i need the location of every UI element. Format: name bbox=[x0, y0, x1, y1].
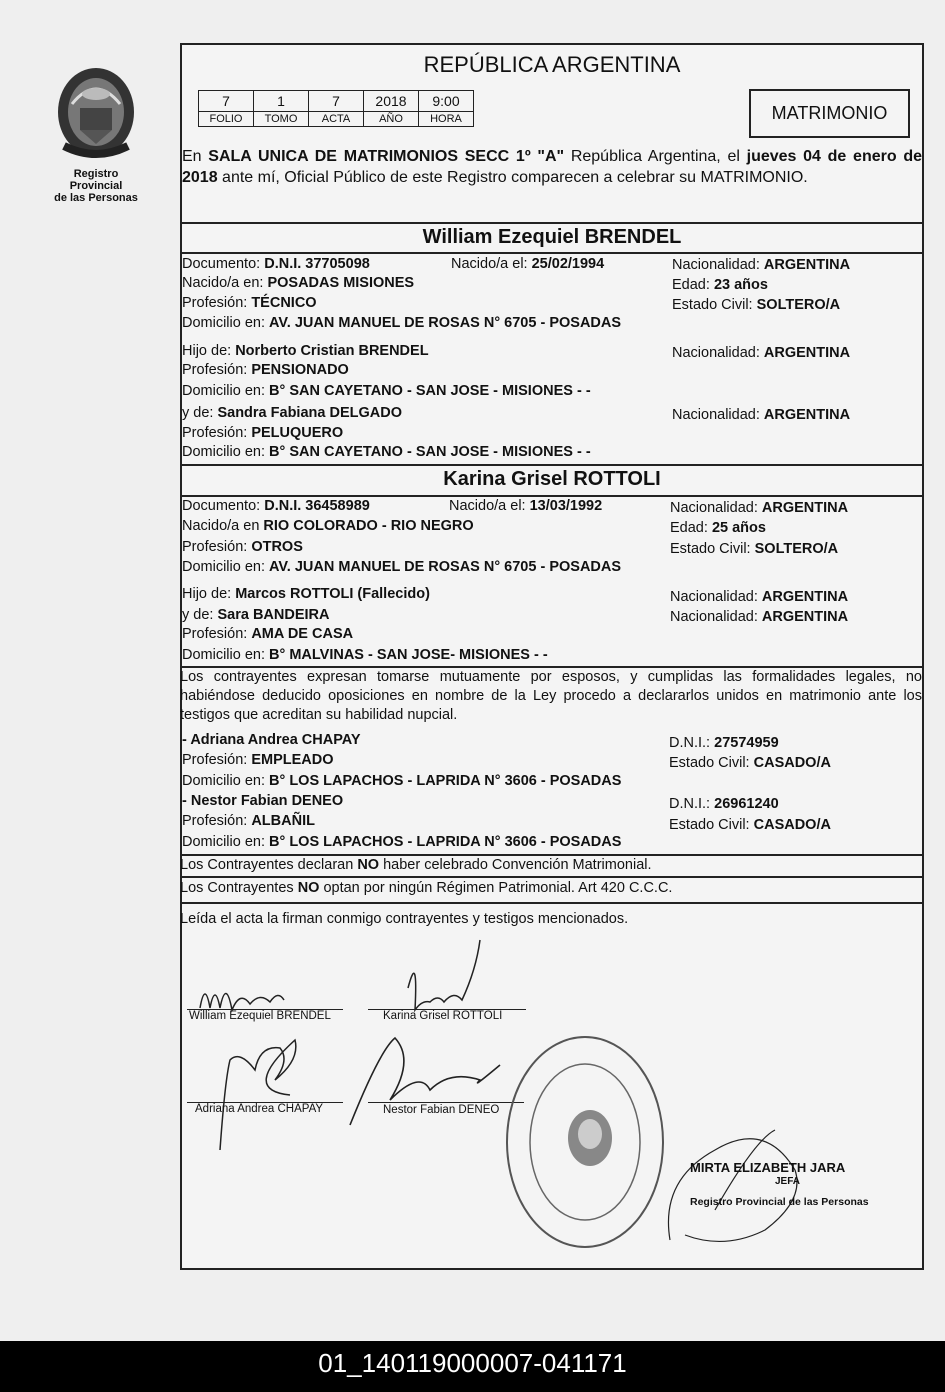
label: Profesión: bbox=[182, 295, 248, 311]
regime-text: optan por ningún Régimen Patrimonial. Art 420 C.C.C. bbox=[319, 880, 673, 896]
divider bbox=[180, 222, 924, 224]
bride-birth: 13/03/1992 bbox=[529, 498, 603, 514]
acta-label: ACTA bbox=[309, 112, 364, 127]
groom-mother-line bbox=[182, 404, 402, 422]
label: Domicilio en: bbox=[182, 773, 265, 789]
divider bbox=[180, 464, 924, 466]
label: Domicilio en: bbox=[182, 834, 265, 850]
witness2-addr-line bbox=[182, 833, 621, 851]
groom-civil: SOLTERO/A bbox=[756, 297, 841, 313]
label: Profesión: bbox=[182, 539, 248, 555]
bride-nat: ARGENTINA bbox=[761, 500, 849, 516]
groom-mother-addr: B° SAN CAYETANO - SAN JOSE - MISIONES - - bbox=[269, 444, 591, 460]
label: Nacido/a en bbox=[182, 518, 260, 534]
year-label: AÑO bbox=[364, 112, 419, 127]
groom-signature-icon bbox=[200, 993, 284, 1010]
label: Domicilio en: bbox=[182, 315, 265, 331]
hour-value: 9:00 bbox=[419, 91, 474, 112]
bride-age-line bbox=[670, 519, 766, 537]
witness2-prof: ALBAÑIL bbox=[251, 813, 315, 829]
label: Hijo de: bbox=[182, 586, 232, 602]
groom-addr-line bbox=[182, 314, 621, 332]
groom-mother-addr-line bbox=[182, 443, 591, 461]
bride-addr: AV. JUAN MANUEL DE ROSAS N° 6705 - POSADAS bbox=[269, 559, 622, 575]
groom-father-nat: ARGENTINA bbox=[763, 345, 851, 361]
label: Nacionalidad: bbox=[672, 407, 760, 423]
witness1-signature-icon bbox=[220, 1040, 296, 1150]
bride-nat-line bbox=[670, 499, 848, 517]
label: Estado Civil: bbox=[670, 541, 751, 557]
label: Domicilio en: bbox=[182, 383, 265, 399]
groom-mother-nat-line bbox=[672, 406, 850, 424]
label: Profesión: bbox=[182, 626, 248, 642]
bride-place: RIO COLORADO - RIO NEGRO bbox=[263, 518, 474, 534]
bride-signature-label: Karina Grisel ROTTOLI bbox=[383, 1010, 503, 1022]
groom-mother-nat: ARGENTINA bbox=[763, 407, 851, 423]
bride-addr-line bbox=[182, 558, 621, 576]
witness2-dni-line bbox=[669, 795, 779, 813]
bride-civil-line bbox=[670, 540, 838, 558]
intro-text: República Argentina, el bbox=[564, 148, 747, 165]
label: Edad: bbox=[670, 520, 708, 536]
logo-text-line1: Registro Provincial bbox=[69, 168, 123, 192]
witness1-prof-line bbox=[182, 751, 334, 769]
acta-value: 7 bbox=[309, 91, 364, 112]
label: Domicilio en: bbox=[182, 559, 265, 575]
closing-text: Leída el acta la firman conmigo contrayentes y testigos mencionados. bbox=[180, 911, 629, 927]
label: Hijo de: bbox=[182, 343, 232, 359]
label: Documento: bbox=[182, 498, 261, 514]
divider bbox=[180, 252, 924, 254]
document-id-footer: 01_140119000007-041171 bbox=[0, 1341, 945, 1392]
witness1-prof: EMPLEADO bbox=[251, 752, 334, 768]
witness1-name-line bbox=[182, 731, 361, 749]
groom-age-line bbox=[672, 276, 768, 294]
folio-value: 7 bbox=[199, 91, 254, 112]
bride-prof-line bbox=[182, 538, 303, 556]
declaration-text: Los contrayentes expresan tomarse mutuamente por esposos, y cumplidas las formalidades legales, no habiéndose deducido oposiciones en nombre de la Ley procedo a declararlos unidos en matrimonio ante los testigos que acreditan su habilidad nupcial. bbox=[180, 669, 922, 723]
bride-birth-line bbox=[449, 497, 602, 515]
logo-text-line2: de las Personas bbox=[54, 192, 138, 204]
official-seal-icon bbox=[500, 1030, 670, 1255]
label: Nacionalidad: bbox=[672, 345, 760, 361]
witness1-civil-line bbox=[669, 754, 831, 772]
intro-text: ante mí, Oficial Público de este Registro comparecen a celebrar su MATRIMONIO. bbox=[217, 169, 808, 186]
groom-father: Norberto Cristian BRENDEL bbox=[235, 343, 429, 359]
label: D.N.I.: bbox=[669, 796, 711, 812]
groom-signature-label: William Ezequiel BRENDEL bbox=[189, 1010, 331, 1022]
groom-father-prof-line bbox=[182, 361, 349, 379]
divider bbox=[180, 876, 924, 878]
hour-label: HORA bbox=[419, 112, 474, 127]
tomo-label: TOMO bbox=[254, 112, 309, 127]
groom-place: POSADAS MISIONES bbox=[267, 275, 415, 291]
groom-father-line bbox=[182, 342, 429, 360]
label: Nacido/a el: bbox=[451, 256, 528, 272]
intro-date: jueves 04 de enero de 2018 bbox=[182, 148, 922, 186]
regime-text: Los Contrayentes bbox=[180, 880, 298, 896]
label: Profesión: bbox=[182, 425, 248, 441]
regime-no: NO bbox=[297, 880, 320, 896]
bride-mother-prof: AMA DE CASA bbox=[251, 626, 354, 642]
witness2-name: - Nestor Fabian DENEO bbox=[182, 793, 344, 809]
bride-mother-addr-line bbox=[182, 646, 548, 664]
groom-name: William Ezequiel BRENDEL bbox=[422, 226, 682, 248]
regime-line bbox=[180, 879, 672, 897]
official-name: MIRTA ELIZABETH JARA bbox=[690, 1160, 846, 1175]
witness2-prof-line bbox=[182, 812, 315, 830]
bride-mother-line bbox=[182, 606, 329, 624]
witness2-civil-line bbox=[669, 816, 831, 834]
bride-father: Marcos ROTTOLI (Fallecido) bbox=[235, 586, 430, 602]
record-fields-table bbox=[198, 90, 474, 127]
official-role: JEFA bbox=[775, 1176, 801, 1187]
coat-of-arms-icon bbox=[50, 64, 142, 164]
bride-mother-prof-line bbox=[182, 625, 353, 643]
bride-doc: D.N.I. 36458989 bbox=[264, 498, 370, 514]
label: Estado Civil: bbox=[672, 297, 753, 313]
bride-father-nat: ARGENTINA bbox=[761, 589, 849, 605]
label: Documento: bbox=[182, 256, 261, 272]
witness1-dni: 27574959 bbox=[714, 735, 779, 751]
convention-text: haber celebrado Convención Matrimonial. bbox=[379, 857, 652, 873]
witness2-name-line bbox=[182, 792, 343, 810]
groom-father-addr: B° SAN CAYETANO - SAN JOSE - MISIONES - - bbox=[269, 383, 591, 399]
groom-father-addr-line bbox=[182, 382, 591, 400]
label: y de: bbox=[182, 405, 214, 421]
groom-mother-prof-line bbox=[182, 424, 343, 442]
bride-mother: Sara BANDEIRA bbox=[217, 607, 330, 623]
label: Nacionalidad: bbox=[670, 500, 758, 516]
tomo-value: 1 bbox=[254, 91, 309, 112]
groom-father-nat-line bbox=[672, 344, 850, 362]
label: Estado Civil: bbox=[669, 817, 750, 833]
witness2-addr: B° LOS LAPACHOS - LAPRIDA N° 3606 - POSADAS bbox=[269, 834, 622, 850]
convention-text: Los Contrayentes declaran bbox=[180, 857, 358, 873]
label: Edad: bbox=[672, 277, 710, 293]
label: Domicilio en: bbox=[182, 647, 265, 663]
groom-place-line bbox=[182, 274, 414, 292]
intro-place: SALA UNICA DE MATRIMONIOS SECC 1º "A" bbox=[208, 148, 565, 165]
year-value: 2018 bbox=[364, 91, 419, 112]
witness1-addr-line bbox=[182, 772, 621, 790]
witness1-addr: B° LOS LAPACHOS - LAPRIDA N° 3606 - POSADAS bbox=[269, 773, 622, 789]
witness1-dni-line bbox=[669, 734, 779, 752]
folio-label: FOLIO bbox=[199, 112, 254, 127]
bride-doc-line bbox=[182, 497, 370, 515]
groom-addr: AV. JUAN MANUEL DE ROSAS N° 6705 - POSADAS bbox=[269, 315, 622, 331]
bride-mother-addr: B° MALVINAS - SAN JOSE- MISIONES - - bbox=[269, 647, 548, 663]
official-signature-icon bbox=[655, 1110, 865, 1250]
convention-no: NO bbox=[357, 857, 380, 873]
groom-prof: TÉCNICO bbox=[251, 295, 317, 311]
label: Profesión: bbox=[182, 752, 248, 768]
groom-mother: Sandra Fabiana DELGADO bbox=[217, 405, 402, 421]
groom-birth: 25/02/1994 bbox=[531, 256, 605, 272]
groom-nat: ARGENTINA bbox=[763, 257, 851, 273]
witness2-signature-label: Nestor Fabian DENEO bbox=[383, 1104, 500, 1116]
groom-mother-prof: PELUQUERO bbox=[251, 425, 344, 441]
label: Domicilio en: bbox=[182, 444, 265, 460]
bride-father-line bbox=[182, 585, 430, 603]
groom-nat-line bbox=[672, 256, 850, 274]
groom-civil-line bbox=[672, 296, 840, 314]
bride-signature-icon bbox=[408, 940, 480, 1010]
label: Nacido/a en: bbox=[182, 275, 264, 291]
label: Profesión: bbox=[182, 362, 248, 378]
witness1-civil: CASADO/A bbox=[753, 755, 831, 771]
label: y de: bbox=[182, 607, 214, 623]
bride-mother-nat: ARGENTINA bbox=[761, 609, 849, 625]
groom-doc-line bbox=[182, 255, 370, 273]
label: Profesión: bbox=[182, 813, 248, 829]
groom-father-prof: PENSIONADO bbox=[251, 362, 349, 378]
witness1-name: - Adriana Andrea CHAPAY bbox=[182, 732, 361, 748]
bride-name: Karina Grisel ROTTOLI bbox=[443, 468, 661, 490]
groom-birth-line bbox=[451, 255, 604, 273]
label: Nacionalidad: bbox=[670, 609, 758, 625]
label: D.N.I.: bbox=[669, 735, 711, 751]
bride-father-nat-line bbox=[670, 588, 848, 606]
label: Nacionalidad: bbox=[672, 257, 760, 273]
convention-line bbox=[180, 856, 652, 874]
official-office: Registro Provincial de las Personas bbox=[690, 1196, 869, 1208]
groom-doc: D.N.I. 37705098 bbox=[264, 256, 370, 272]
act-type-box: MATRIMONIO bbox=[749, 89, 910, 138]
witness2-dni: 26961240 bbox=[714, 796, 779, 812]
witness2-civil: CASADO/A bbox=[753, 817, 831, 833]
bride-mother-nat-line bbox=[670, 608, 848, 626]
witness1-signature-label: Adriana Andrea CHAPAY bbox=[195, 1103, 324, 1115]
label: Estado Civil: bbox=[669, 755, 750, 771]
page-title: REPÚBLICA ARGENTINA bbox=[423, 52, 681, 77]
label: Nacido/a el: bbox=[449, 498, 526, 514]
registry-logo bbox=[48, 64, 144, 204]
groom-age: 23 años bbox=[713, 277, 768, 293]
bride-age: 25 años bbox=[711, 520, 766, 536]
intro-text: En bbox=[182, 148, 209, 165]
bride-prof: OTROS bbox=[251, 539, 303, 555]
label: Nacionalidad: bbox=[670, 589, 758, 605]
bride-place-line bbox=[182, 517, 474, 535]
intro-paragraph bbox=[182, 146, 922, 188]
divider bbox=[180, 902, 924, 904]
bride-civil: SOLTERO/A bbox=[754, 541, 839, 557]
groom-prof-line bbox=[182, 294, 317, 312]
